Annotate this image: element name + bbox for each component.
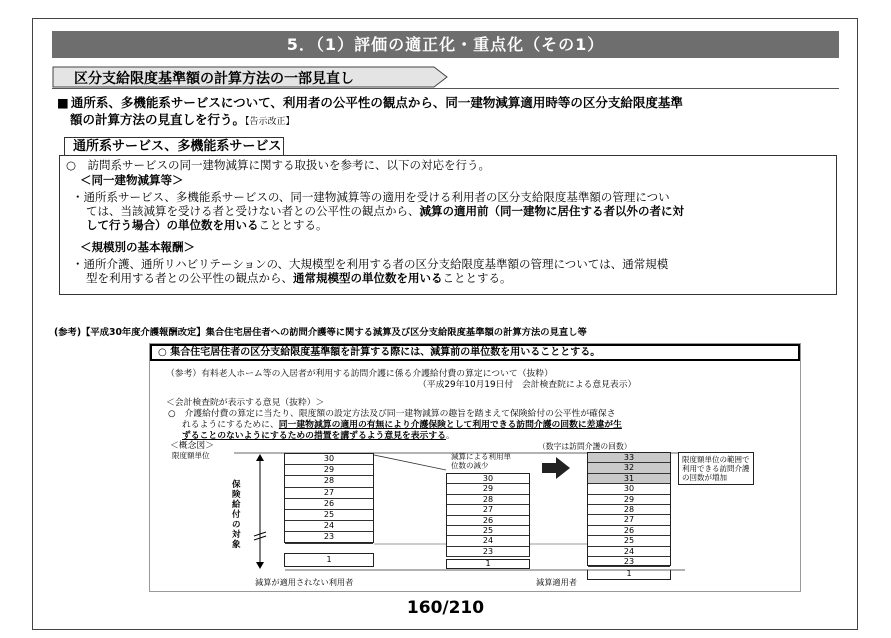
figure-ref-line1: （参考）有料老人ホーム等の入居者が利用する訪問介護に係る介護給付費の算定について（抜粋） xyxy=(166,369,553,379)
page-title: 5．（1）評価の適正化・重点化（その1） xyxy=(52,31,839,58)
right-column xyxy=(587,452,671,566)
colRight-cell: 28 xyxy=(588,505,670,515)
intro-text: ○ 訪問系サービスの同一建物減算に関する取扱いを参考に、以下の対応を行う。 xyxy=(66,158,491,172)
para1-line2: ては、当該減算を受ける者と受けない者との公平性の観点から、減算の適用前（同一建物に居住する者以外の者に対 xyxy=(86,204,684,218)
mid-column xyxy=(446,473,530,557)
colMid-cell: 26 xyxy=(447,516,529,526)
colMid-cell: 23 xyxy=(447,547,529,557)
concept-label: ＜概念図＞ xyxy=(170,441,214,451)
reference-caption: (参考)【平成30年度介護報酬改定】集合住宅居住者への訪問介護等に関する減算及び区分支給限度基準額の計算方法の見直し等 xyxy=(54,327,587,338)
reference-figure xyxy=(149,343,801,592)
colRight-cell: 29 xyxy=(588,495,670,505)
opinion-line1: ○ 介護給付費の算定に当たり、限度額の設定方法及び同一建物減算の趣旨を踏まえて保険給付の公平性が確保さ xyxy=(168,409,616,419)
figure-ref-line2: （平成29年10月19日付 会計検査院による意見表示） xyxy=(418,380,637,390)
right-bottom-cell: 1 xyxy=(587,570,671,580)
colMid-cell: 27 xyxy=(447,505,529,515)
section-divider xyxy=(52,88,839,89)
colRight-cell: 32 xyxy=(588,463,670,473)
heading-same-building: ＜同一建物減算等＞ xyxy=(80,173,184,187)
para2-line1: ・通所介護、通所リハビリテーションの、大規模型を利用する者の区分支給限度基準額の管理については、通常規模 xyxy=(72,257,669,271)
label-reduced: 減算適用者 xyxy=(536,577,577,587)
heading-scale: ＜規模別の基本報酬＞ xyxy=(80,240,195,254)
label-non-reduced: 減算が適用されない利用者 xyxy=(255,577,354,587)
colRight-cell: 25 xyxy=(588,536,670,546)
summary-line-2: 額の計算方法の見直しを行う。 xyxy=(70,112,246,127)
colRight-cell: 26 xyxy=(588,526,670,536)
subsection-tag: 通所系サービス、多機能系サービス xyxy=(64,137,284,156)
colLeft-cell: 30 xyxy=(285,454,373,465)
colLeft-cell: 24 xyxy=(285,521,373,532)
figure-header: ○ 集合住宅居住者の区分支給限度基準額を計算する際には、減算前の単位数を用いることとする。 xyxy=(150,344,800,361)
para1-line3: して行う場合）の単位数を用いることとする。 xyxy=(86,218,328,232)
page-number: 160/210 xyxy=(406,598,485,618)
subsection-box xyxy=(59,155,837,295)
colLeft-cell: 29 xyxy=(285,465,373,476)
opinion-line2: れるようにするために、同一建物減算の適用の有無により介護保険として利用できる訪問介護の回数に差違が生 xyxy=(182,420,622,430)
right-note: 限度額単位の範囲で 利用できる訪問介護 の回数が増加 xyxy=(678,452,754,485)
colRight-cell: 33 xyxy=(588,453,670,463)
square-bullet-icon: ■ xyxy=(57,95,69,110)
colRight-cell: 30 xyxy=(588,484,670,494)
numbers-note: （数字は訪問介護の回数） xyxy=(538,442,632,451)
summary-note: 【告示改正】 xyxy=(245,117,295,127)
opinion-title: ＜会計検査院が表示する意見（抜粋）＞ xyxy=(166,398,325,408)
mid-bottom-cell: 1 xyxy=(446,559,530,569)
colMid-cell: 24 xyxy=(447,536,529,546)
colRight-cell: 24 xyxy=(588,547,670,557)
colMid-cell: 25 xyxy=(447,526,529,536)
colLeft-cell: 25 xyxy=(285,510,373,521)
colMid-cell: 29 xyxy=(447,484,529,494)
opinion-line3: ずることのないようにするための措置を講ずるよう意見を表示する。 xyxy=(182,431,455,441)
colLeft-cell: 28 xyxy=(285,476,373,487)
colMid-cell: 28 xyxy=(447,495,529,505)
summary xyxy=(57,94,837,131)
colLeft-cell: 23 xyxy=(285,532,373,543)
colRight-cell: 31 xyxy=(588,474,670,484)
left-column xyxy=(284,453,374,543)
colRight-cell: 23 xyxy=(588,557,670,567)
section-tag xyxy=(52,66,448,88)
para1-line1: ・通所系サービス、多機能系サービスの、同一建物減算等の適用を受ける利用者の区分支給限度基準額の管理につい xyxy=(72,190,670,204)
colLeft-cell: 27 xyxy=(285,488,373,499)
colRight-cell: 27 xyxy=(588,515,670,525)
colLeft-cell: 26 xyxy=(285,499,373,510)
colMid-cell: 30 xyxy=(447,474,529,484)
summary-line-1: 通所系、多機能系サービスについて、利用者の公平性の観点から、同一建物減算適用時等の区分支給限度基準 xyxy=(70,95,683,110)
vertical-label: 保険給付の対象 xyxy=(232,480,241,550)
para2-line2: 型を利用する者との公平性の観点から、通常規模型の単位数を用いることとする。 xyxy=(86,271,512,285)
section-tag-label: 区分支給限度基準額の計算方法の一部見直し xyxy=(74,71,354,87)
limit-label: 限度額単位 xyxy=(172,451,210,460)
mid-note: 減算による利用単 位数の減少 xyxy=(451,452,511,470)
left-bottom-cell: 1 xyxy=(284,553,374,567)
